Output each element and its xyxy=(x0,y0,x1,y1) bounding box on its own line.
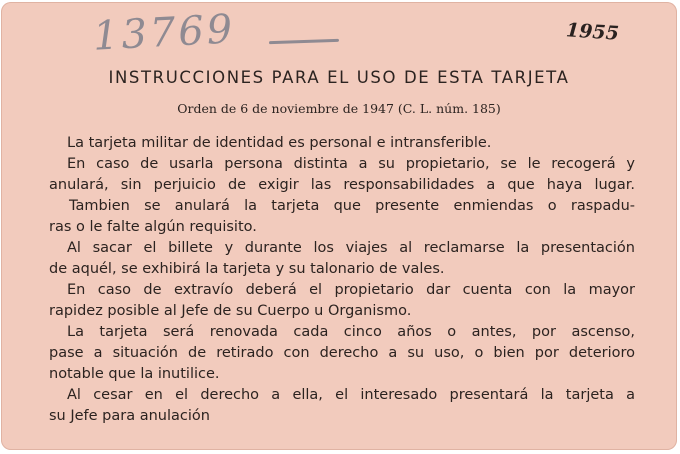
instruction-line: En caso de usarla persona distinta a su propietario, se le recogerá y xyxy=(67,156,635,172)
instruction-line: La tarjeta será renovada cada cinco años o antes, por ascenso, xyxy=(67,324,635,340)
handwritten-dash xyxy=(269,39,339,44)
instruction-line: En caso de extravío deberá el propietario dar cuenta con la mayor xyxy=(67,282,635,298)
instructions-body xyxy=(49,133,635,427)
instruction-line: Al sacar el billete y durante los viajes al reclamarse la presentación xyxy=(67,240,635,256)
instruction-line: La tarjeta militar de identidad es personal e intransferible. xyxy=(67,135,492,151)
instruction-line: pase a situación de retirado con derecho a su uso, o bien por deterioro xyxy=(49,345,635,361)
instruction-line: anulará, sin perjuicio de exigir las responsabilidades a que haya lugar. xyxy=(49,177,635,193)
instruction-line: Al cesar en el derecho a ella, el interesado presentará la tarjeta a xyxy=(67,387,635,403)
instruction-line: notable que la inutilice. xyxy=(49,366,220,382)
instruction-line: Tambien se anulará la tarjeta que presente enmiendas o raspadu- xyxy=(69,198,635,214)
instruction-line: de aquél, se exhibirá la tarjeta y su talonario de vales. xyxy=(49,261,445,277)
instruction-line: ras o le falte algún requisito. xyxy=(49,219,257,235)
order-reference: Orden de 6 de noviembre de 1947 (C. L. núm. 185) xyxy=(177,101,501,116)
instruction-line: rapidez posible al Jefe de su Cuerpo u Organismo. xyxy=(49,303,412,319)
instructions-title: INSTRUCCIONES PARA EL USO DE ESTA TARJETA xyxy=(108,68,570,87)
instruction-line: su Jefe para anulación xyxy=(49,408,210,424)
handwritten-year: 1955 xyxy=(565,19,620,45)
handwritten-card-number: 13769 xyxy=(91,6,237,60)
id-card-back xyxy=(1,2,677,450)
